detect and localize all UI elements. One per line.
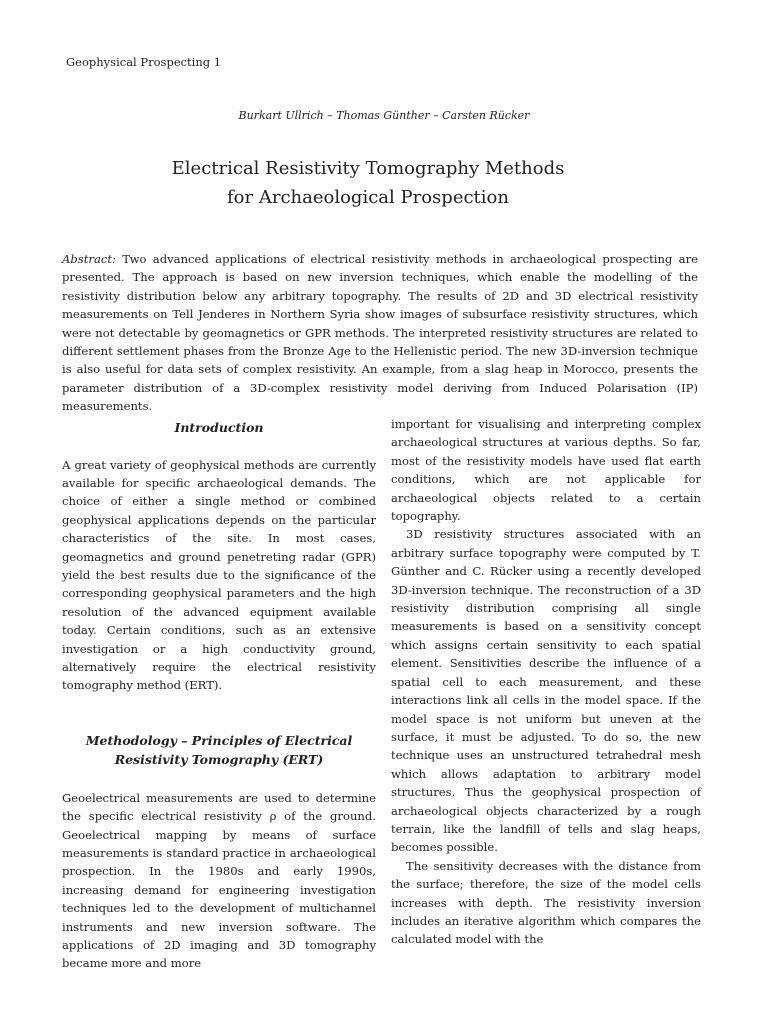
abstract-text: Two advanced applications of electrical resistivity methods in archaeological prospecting are presented. The approach is based on new inversion techniques, which enable the modelling of the resistivity distribution below any arbitrary topography. The results of 2D and 3D electrical resistivity measurements on Tell Jenderes in Northern Syria show images of subsurface resistivity structures, which were not detectable by geomagnetics or GPR methods. The interpreted resistivity structures are related to different settlement phases from the Bronze Age to the Hellenistic period. The new 3D-inversion technique is also useful for data sets of complex resistivity. An example, from a slag heap in Morocco, presents the parameter distribution of a 3D-complex resistivity model deriving from Induced Polarisation (IP) measurements. [62,252,698,414]
abstract [62,250,698,416]
running-head: Geophysical Prospecting 1 [66,55,222,69]
right-paragraph-3: The sensitivity decreases with the distance from the surface; therefore, the size of the model cells increases with depth. The resistivity inversion includes an iterative algorithm which compares the calculated model with the [391,858,701,947]
paper-title [0,154,736,212]
right-paragraph-1: important for visualising and interpreting complex archaeological structures at various depths. So far, most of the resistivity models have used flat earth conditions, which are not applicable for archaeological objects related to a certain topography. [391,417,701,524]
methodology-heading [62,731,376,770]
abstract-label: Abstract: [62,252,116,266]
authors-line: Burkart Ullrich – Thomas Günther – Carsten Rücker [238,109,530,122]
title-line-1: Electrical Resistivity Tomography Methods [171,158,565,179]
methodology-heading-line-1: Methodology – Principles of Electrical [85,732,353,748]
methodology-heading-line-2: Resistivity Tomography (ERT) [114,752,324,768]
right-column [391,415,701,949]
left-column [62,418,376,973]
introduction-paragraph: A great variety of geophysical methods are currently available for specific archaeological demands. The choice of either a single method or combined geophysical applications depends on the particular characteristics of the site. In most cases, geomagnetics and ground penetreting radar (GPR) yield the best results due to the significance of the corresponding geophysical parameters and the high resolution of the advanced equipment available today. Certain conditions, such as an extensive investigation or a high conductivity ground, alternatively require the electrical resistivity tomography method (ERT). [62,457,376,693]
title-line-2: for Archaeological Prospection [227,187,509,208]
right-paragraph-2: 3D resistivity structures associated with an arbitrary surface topography were computed by T. Günther and C. Rücker using a recently developed 3D-inversion technique. The reconstruction of a 3D resistivity distribution comprising all single measurements is based on a sensitivity concept which assigns certain sensitivity to each spatial element. Sensitivities describe the influence of a spatial cell to each measurement, and these interactions link all cells in the model space. If the model space is not uniform but uneven at the surface, it must be adjusted. To do so, the new technique uses an unstructured tetrahedral mesh which allows adaptation to arbitrary model structures. Thus the geophysical prospection of archaeological objects characterized by a rough terrain, like the landfill of tells and slag heaps, becomes possible. [391,527,701,855]
methodology-paragraph: Geoelectrical measurements are used to determine the specific electrical resistivity ρ of the ground. Geoelectrical mapping by means of surface measurements is standard practice in archaeological prospection. In the 1980s and early 1990s, increasing demand for engineering investigation techniques led to the development of multichannel instruments and new inversion software. The applications of 2D imaging and 3D tomography became more and more [62,790,376,971]
introduction-heading: Introduction [174,420,264,435]
